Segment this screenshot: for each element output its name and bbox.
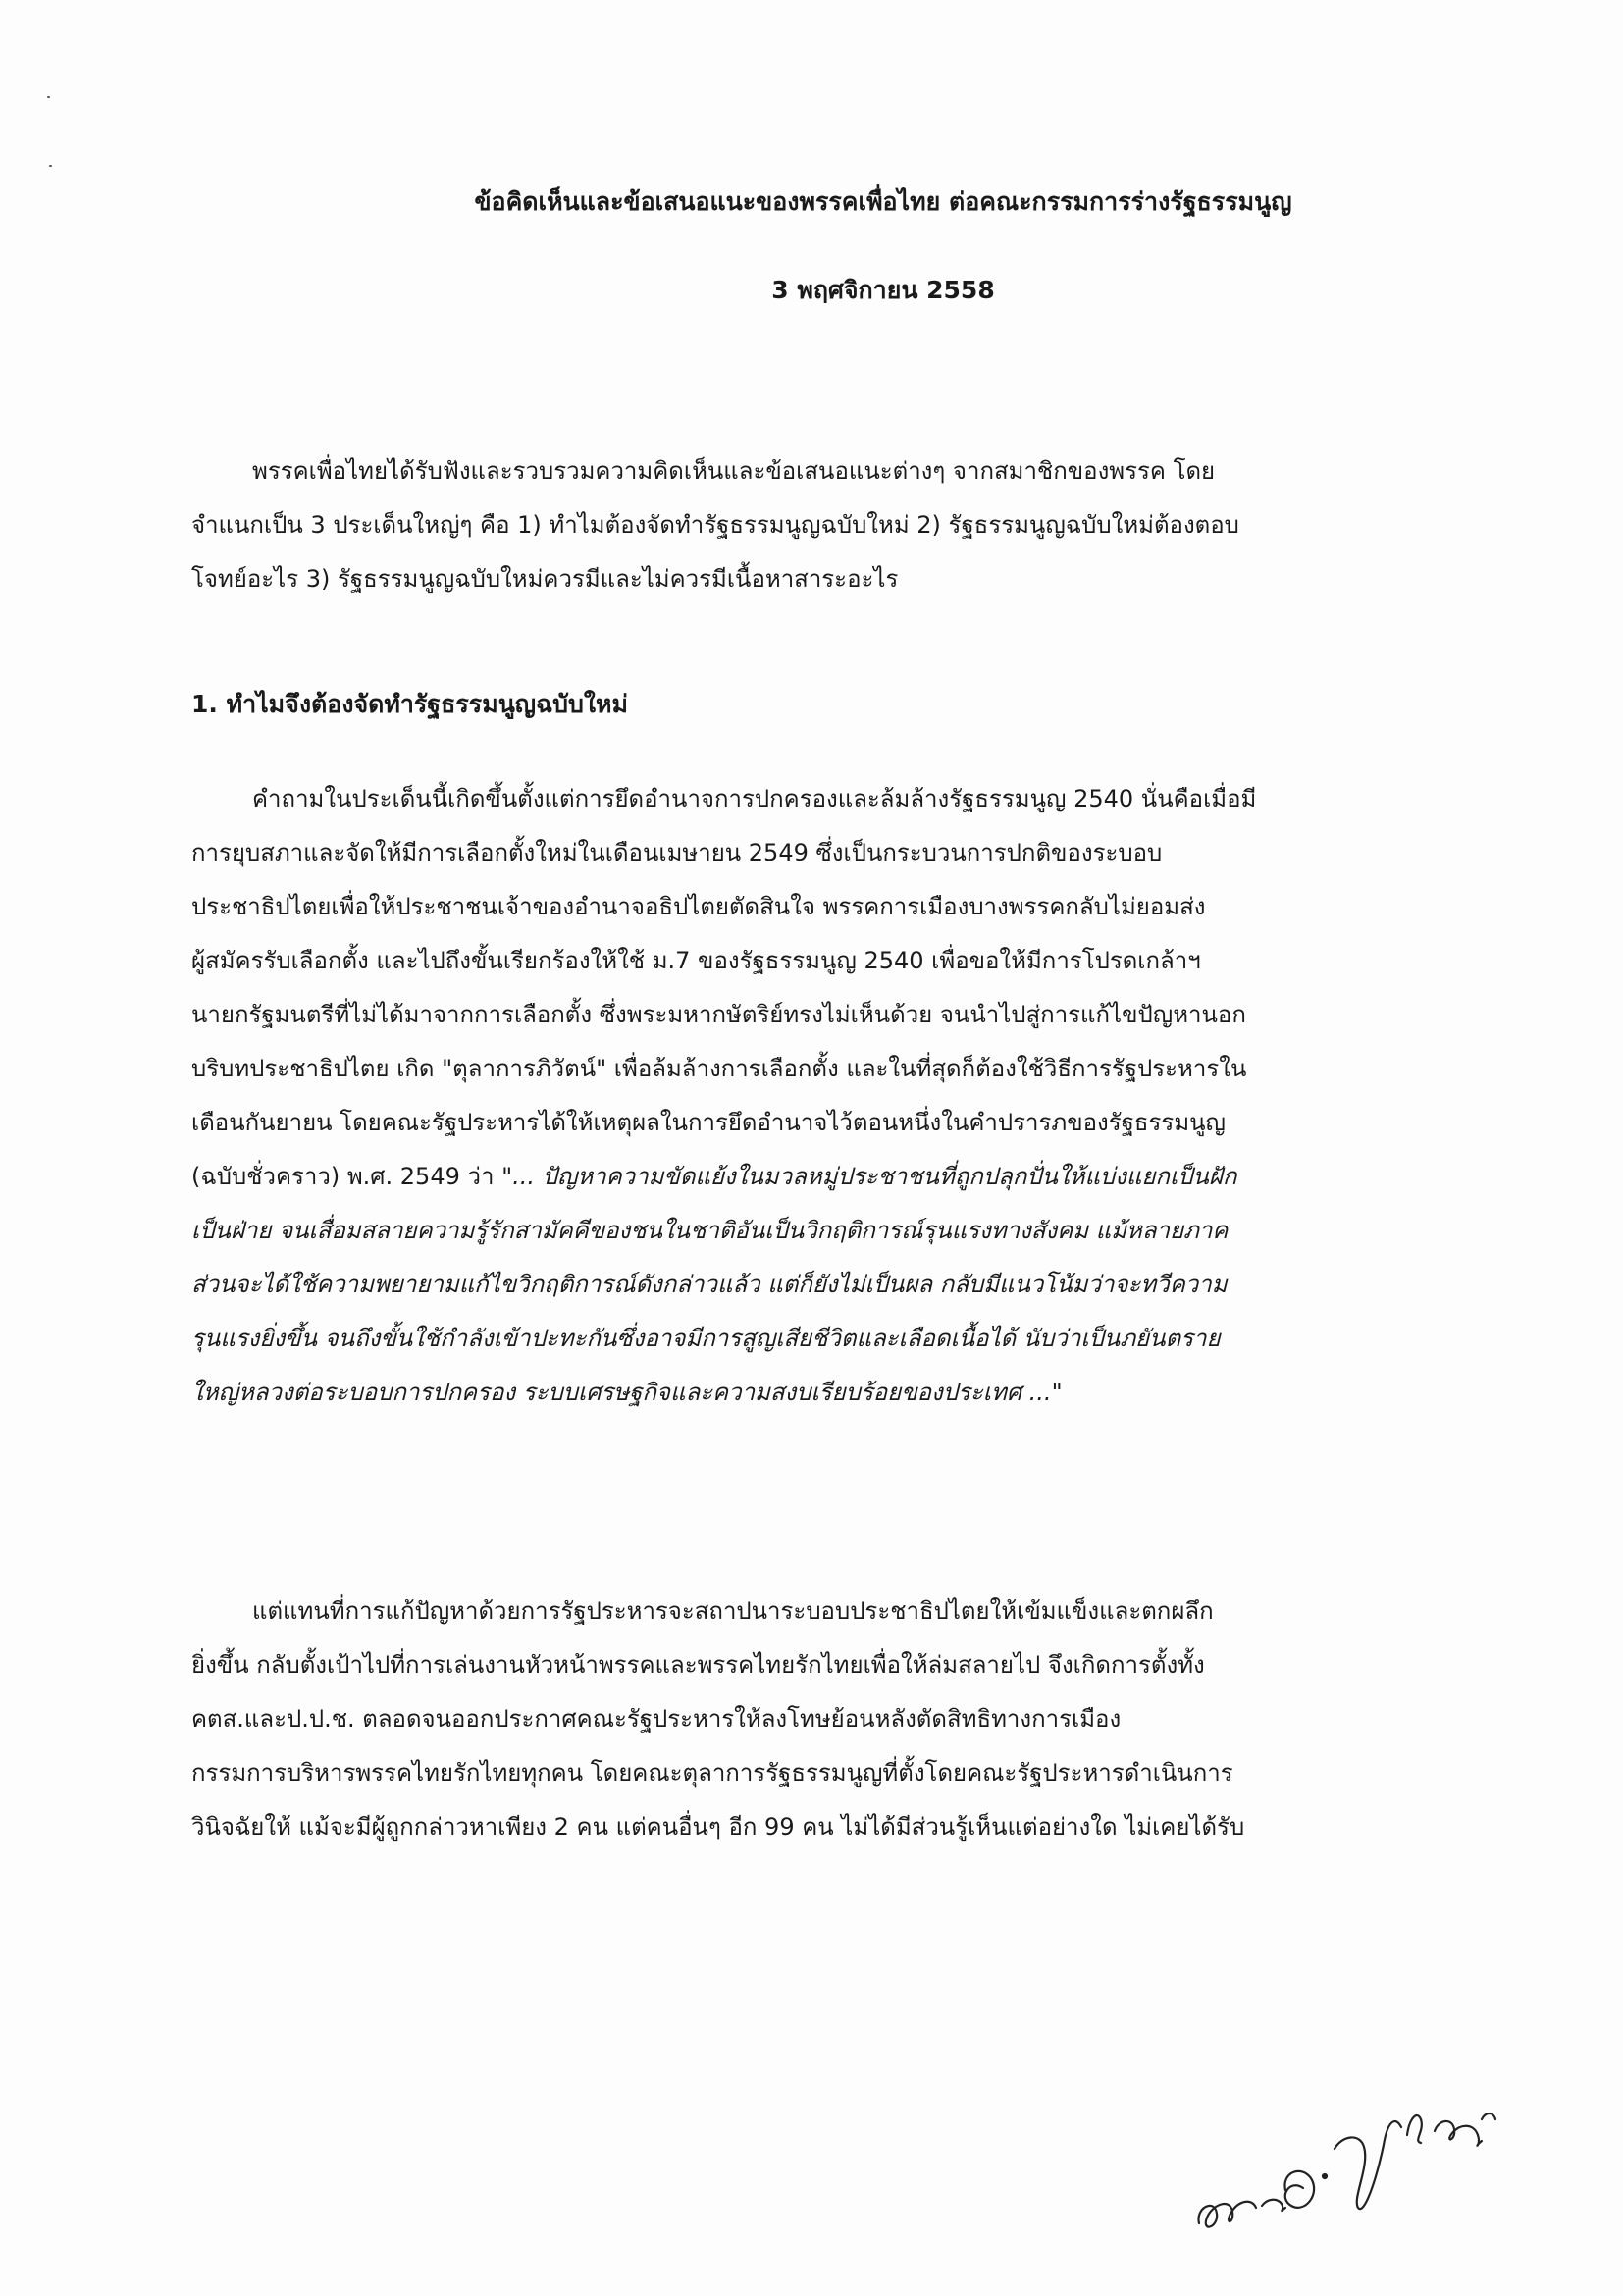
quote-line [191, 1150, 1467, 1204]
text-line: นายกรัฐมนตรีที่ไม่ได้มาจากการเลือกตั้ง ซึ่งพระมหากษัตริย์ทรงไม่เห็นด้วย จนนำไปสู่การแก้ไขปัญหานอก [191, 1001, 1246, 1028]
document-title: ข้อคิดเห็นและข้อเสนอแนะของพรรคเพื่อไทย ต่อคณะกรรมการร่างรัฐธรรมนูญ [474, 187, 1292, 216]
text-line: คตส.และป.ป.ช. ตลอดจนออกประกาศคณะรัฐประหารให้ลงโทษย้อนหลังตัดสิทธิทางการเมือง [191, 1705, 1122, 1733]
intro-paragraph [191, 444, 1467, 606]
paragraph-2 [191, 1585, 1467, 1854]
text-line: พรรคเพื่อไทยได้รับฟังและรวบรวมความคิดเห็นและข้อเสนอแนะต่างๆ จากสมาชิกของพรรค โดย [252, 457, 1216, 485]
paragraph-1 [191, 772, 1467, 1420]
text-line: กรรมการบริหารพรรคไทยรักไทยทุกคน โดยคณะตุลาการรัฐธรรมนูญที่ตั้งโดยคณะรัฐประหารดำเนินการ [191, 1759, 1233, 1787]
quote-text: รุนแรงยิ่งขึ้น จนถึงขั้นใช้กำลังเข้าปะทะกันซึ่งอาจมีการสูญเสียชีวิตและเลือดเนื้อได้ นับว่าเป็นภยันตราย [191, 1325, 1221, 1352]
text-line: วินิจฉัยให้ แม้จะมีผู้ถูกกล่าวหาเพียง 2 คน แต่คนอื่นๆ อีก 99 คน ไม่ได้มีส่วนรู้เห็นแต่อย่างใด ไม่เคยได้รับ [191, 1813, 1245, 1841]
scan-speck [47, 96, 50, 98]
quote-line [191, 1312, 1467, 1366]
section-heading: 1. ทำไมจึงต้องจัดทำรัฐธรรมนูญฉบับใหม่ [191, 690, 629, 718]
document-date: 3 พฤศจิกายน 2558 [771, 276, 995, 304]
text-line: เดือนกันยายน โดยคณะรัฐประหารได้ให้เหตุผลในการยึดอำนาจไว้ตอนหนึ่งในคำปรารภของรัฐธรรมนูญ [191, 1109, 1226, 1136]
quote-line [191, 1258, 1467, 1312]
text-line: ประชาธิปไตยเพื่อให้ประชาชนเจ้าของอำนาจอธิปไตยตัดสินใจ พรรคการเมืองบางพรรคกลับไม่ยอมส่ง [191, 893, 1206, 920]
quote-text: ใหญ่หลวงต่อระบอบการปกครอง ระบบเศรษฐกิจและความสงบเรียบร้อยของประเทศ ... [191, 1379, 1052, 1406]
handwritten-signature [1187, 2051, 1560, 2247]
quote-text: ... ปัญหาความขัดแย้งในมวลหมู่ประชาชนที่ถูกปลุกปั่นให้แบ่งแยกเป็นฝัก [512, 1163, 1237, 1190]
scan-speck [49, 165, 52, 167]
text-line: คำถามในประเด็นนี้เกิดขึ้นตั้งแต่การยึดอำนาจการปกครองและล้มล้างรัฐธรรมนูญ 2540 นั่นคือเมื่อมี [252, 785, 1257, 812]
quote-lead: (ฉบับชั่วคราว) พ.ศ. 2549 ว่า " [191, 1163, 513, 1190]
quote-text: เป็นฝ่าย จนเสื่อมสลายความรู้รักสามัคคีของชนในชาติอันเป็นวิกฤติการณ์รุนแรงทางสังคม แม้หลายภาค [191, 1217, 1229, 1244]
quote-line [191, 1366, 1467, 1420]
text-line: โจทย์อะไร 3) รัฐธรรมนูญฉบับใหม่ควรมีและไม่ควรมีเนื้อหาสาระอะไร [191, 565, 899, 593]
quote-line [191, 1204, 1467, 1258]
text-line: จำแนกเป็น 3 ประเด็นใหญ่ๆ คือ 1) ทำไมต้องจัดทำรัฐธรรมนูญฉบับใหม่ 2) รัฐธรรมนูญฉบับใหม่ต้องตอบ [191, 511, 1239, 539]
text-line: บริบทประชาธิปไตย เกิด "ตุลาการภิวัตน์" เพื่อล้มล้างการเลือกตั้ง และในที่สุดก็ต้องใช้วิธีการรัฐประหารใน [191, 1055, 1247, 1082]
text-line: การยุบสภาและจัดให้มีการเลือกตั้งใหม่ในเดือนเมษายน 2549 ซึ่งเป็นกระบวนการปกติของระบอบ [191, 839, 1163, 866]
text-line: ยิ่งขึ้น กลับตั้งเป้าไปที่การเล่นงานหัวหน้าพรรคและพรรคไทยรักไทยเพื่อให้ล่มสลายไป จึงเกิดการตั้งทั้ง [191, 1651, 1205, 1679]
quote-text: ส่วนจะได้ใช้ความพยายามแก้ไขวิกฤติการณ์ดังกล่าวแล้ว แต่ก็ยังไม่เป็นผล กลับมีแนวโน้มว่าจะทวีความ [191, 1271, 1228, 1298]
text-line: ผู้สมัครรับเลือกตั้ง และไปถึงขั้นเรียกร้องให้ใช้ ม.7 ของรัฐธรรมนูญ 2540 เพื่อขอให้มีการโปรดเกล้าฯ [191, 947, 1201, 974]
quote-close: " [1051, 1379, 1063, 1406]
text-line: แต่แทนที่การแก้ปัญหาด้วยการรัฐประหารจะสถาปนาระบอบประชาธิปไตยให้เข้มแข็งและตกผลึก [252, 1597, 1214, 1625]
